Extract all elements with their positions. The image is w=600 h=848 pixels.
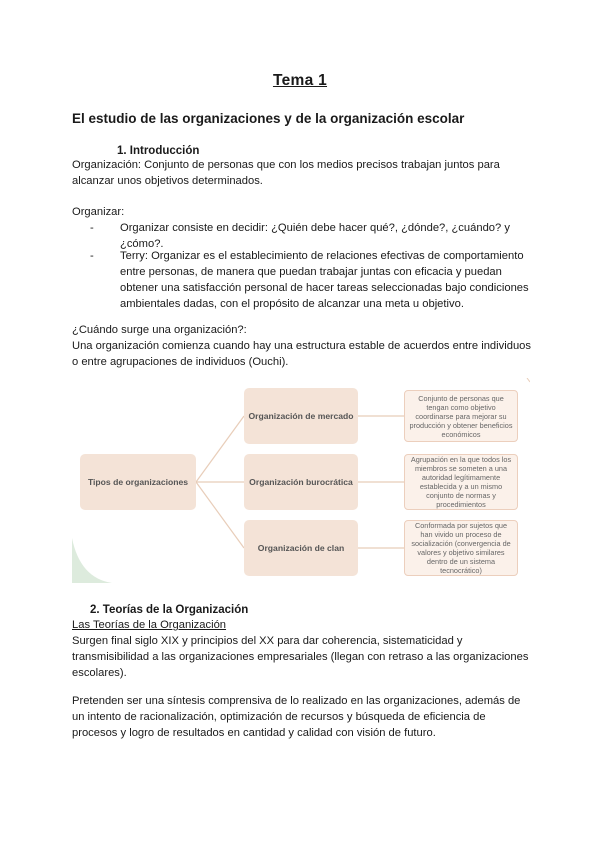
paragraph-1-line-2: transmisibilidad a las organizaciones empresariales (llegan con retraso a las organizaciones bbox=[72, 651, 529, 663]
bullet-item bbox=[0, 248, 600, 312]
bullet-2-line-3: obtener una satisfacción personal de hacer tareas seleccionadas bajo condiciones bbox=[120, 282, 529, 294]
type-node-bureaucratic: Organización burocrática bbox=[244, 454, 358, 510]
section-2-heading: 2. Teorías de la Organización bbox=[90, 604, 249, 616]
bullet-1-line-2: ¿cómo?. bbox=[120, 238, 164, 250]
organizar-label: Organizar: bbox=[72, 206, 125, 218]
bullet-2-line-4: ambientales dadas, con el propósito de alcanzar una meta u objetivo. bbox=[120, 298, 464, 310]
description-bureaucratic: Agrupación en la que todos los miembros se someten a una autoridad legítimamente establecida y a un mismo conjunto de normas y procedimientos bbox=[404, 454, 518, 510]
paragraph-1-line-3: escolares). bbox=[72, 667, 127, 679]
answer-line-2: o entre agrupaciones de individuos (Ouchi). bbox=[72, 356, 289, 368]
definition-line-1: Organización: Conjunto de personas que con los medios precisos trabajan juntos para bbox=[72, 159, 500, 171]
question-text: ¿Cuándo surge una organización?: bbox=[72, 324, 247, 336]
definition-line-2: alcanzar unos objetivos determinados. bbox=[72, 175, 263, 187]
section-1-heading: 1. Introducción bbox=[117, 145, 200, 157]
document-subtitle: El estudio de las organizaciones y de la organización escolar bbox=[72, 111, 465, 126]
type-node-market: Organización de mercado bbox=[244, 388, 358, 444]
organization-types-diagram bbox=[72, 378, 530, 588]
paragraph-2-line-1: Pretenden ser una síntesis comprensiva de lo realizado en las organizaciones, además de bbox=[72, 695, 521, 707]
bullet-1-line-1: Organizar consiste en decidir: ¿Quién debe hacer qué?, ¿dónde?, ¿cuándo? y bbox=[120, 222, 510, 234]
answer-line-1: Una organización comienza cuando hay una estructura estable de acuerdos entre individuos bbox=[72, 340, 531, 352]
bullet-2-line-1: Terry: Organizar es el establecimiento de relaciones efectivas de comportamiento bbox=[120, 250, 524, 262]
decorative-corner-shape bbox=[72, 538, 112, 583]
section-2-subheading: Las Teorías de la Organización bbox=[72, 619, 227, 631]
description-clan: Conformada por sujetos que han vivido un proceso de socialización (convergencia de valores y objetivo similares dentro de un sistema tecnocrático) bbox=[404, 520, 518, 576]
type-node-clan: Organización de clan bbox=[244, 520, 358, 576]
connector-line bbox=[196, 416, 244, 482]
bullet-dash: - bbox=[90, 222, 94, 234]
connector-line bbox=[196, 482, 244, 548]
decorative-corner-mark bbox=[527, 378, 530, 382]
paragraph-2-line-3: procesos y logro de resultados en cantidad y calidad con visión de futuro. bbox=[72, 727, 436, 739]
paragraph-2-line-2: un intento de racionalización, optimización de recursos y búsqueda de eficiencia de bbox=[72, 711, 486, 723]
page-title: Tema 1 bbox=[272, 72, 328, 89]
paragraph-1-line-1: Surgen final siglo XIX y principios del XX para dar coherencia, sistematicidad y bbox=[72, 635, 463, 647]
bullet-dash: - bbox=[90, 250, 94, 262]
description-market: Conjunto de personas que tengan como objetivo coordinarse para mejorar su producción y obtener beneficios económicos bbox=[404, 390, 518, 442]
root-node: Tipos de organizaciones bbox=[80, 454, 196, 510]
bullet-2-line-2: entre personas, de manera que puedan trabajar juntas con eficacia y puedan bbox=[120, 266, 502, 278]
